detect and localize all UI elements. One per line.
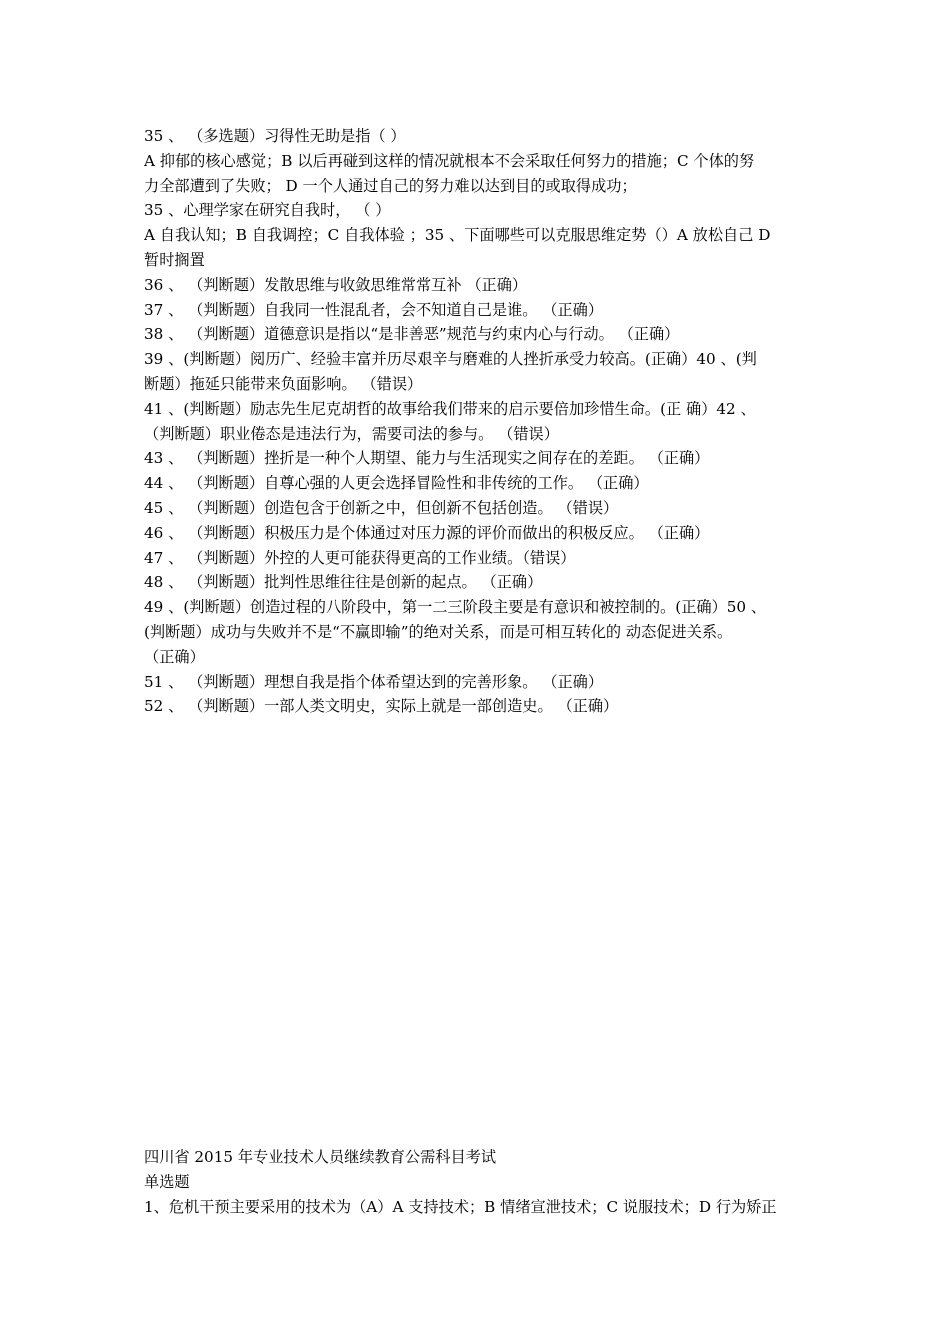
section-heading: 单选题 (144, 1172, 190, 1191)
text-line: 暂时搁置 (144, 250, 205, 269)
text-line: 52 、 （判断题）一部人类文明史，实际上就是一部创造史。 （正确） (144, 697, 619, 716)
text-line: 38 、 （判断题）道德意识是指以“是非善恶”规范与约束内心与行动。 （正确） (144, 325, 680, 344)
text-line: 45 、 （判断题）创造包含于创新之中，但创新不包括创造。 （错误） (144, 498, 619, 517)
text-line: 35 、 （多选题）习得性无助是指（ ） (144, 127, 406, 145)
text-line: 36 、 （判断题）发散思维与收敛思维常常互补 （正确） (144, 275, 528, 294)
text-line: 44 、 （判断题）自尊心强的人更会选择冒险性和非传统的工作。 （正确） (144, 474, 649, 493)
text-line: 41 、(判断题）励志先生尼克胡哲的故事给我们带来的启示要倍加珍惜生命。(正 确）42 、 (144, 399, 756, 418)
exam-section-bottom (144, 1145, 816, 1219)
text-line: A 自我认知；B 自我调控；C 自我体验 ；35 、下面哪些可以克服思维定势（）A 放松自己 D (144, 226, 771, 245)
text-line: 49 、(判断题）创造过程的八阶段中，第一二三阶段主要是有意识和被控制的。(正确）50 、 (144, 598, 767, 617)
text-line: (判断题）成功与失败并不是“不赢即输”的绝对关系，而是可相互转化的 动态促进关系。 (144, 622, 733, 641)
text-line: 48 、 （判断题）批判性思维往往是创新的起点。 （正确） (144, 573, 543, 592)
question-list-top (144, 124, 816, 719)
text-line: 1、危机干预主要采用的技术为（A）A 支持技术；B 情绪宣泄技术；C 说服技术；D 行为矫正 (144, 1197, 777, 1216)
text-line: 力全部遭到了失败； D 一个人通过自己的努力难以达到目的或取得成功； (144, 176, 637, 195)
text-line: 46 、 （判断题）积极压力是个体通过对压力源的评价而做出的积极反应。 （正确） (144, 523, 710, 542)
text-line: 43 、 （判断题）挫折是一种个人期望、能力与生活现实之间存在的差距。 （正确） (144, 449, 710, 468)
exam-title: 四川省 2015 年专业技术人员继续教育公需科目考试 (144, 1148, 497, 1166)
text-line: （正确） (144, 647, 205, 666)
text-line: 断题）拖延只能带来负面影响。 （错误） (144, 374, 423, 393)
text-line: 37 、 （判断题）自我同一性混乱者，会不知道自己是谁。 （正确） (144, 300, 604, 319)
text-line: 47 、 （判断题）外控的人更可能获得更高的工作业绩。（错误） (144, 548, 576, 567)
text-line: 35 、心理学家在研究自我时， （ ） (144, 201, 391, 220)
text-line: 39 、(判断题）阅历广、经验丰富并历尽艰辛与磨难的人挫折承受力较高。(正确）40 、(判 (144, 350, 757, 369)
text-line: 51 、 （判断题）理想自我是指个体希望达到的完善形象。 （正确） (144, 672, 604, 691)
text-line: （判断题）职业倦态是违法行为，需要司法的参与。 （错误） (144, 424, 559, 443)
text-line: A 抑郁的核心感觉；B 以后再碰到这样的情况就根本不会采取任何努力的措施；C 个体的努 (144, 151, 755, 170)
